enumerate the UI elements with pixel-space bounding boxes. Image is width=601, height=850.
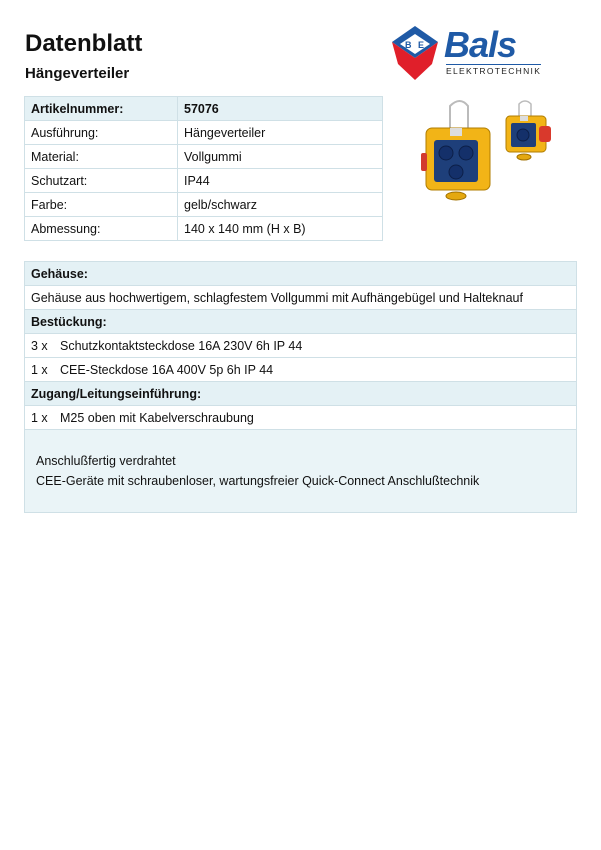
spec-value: 57076 [178,97,383,121]
item-qty: 3 x [31,338,48,353]
spec-label: Material: [25,145,178,169]
gehaeuse-heading: Gehäuse: [25,262,577,286]
logo-tagline: ELEKTROTECHNIK [446,66,542,76]
item-text: Schutzkontaktsteckdose 16A 230V 6h IP 44 [60,338,303,353]
spec-label: Farbe: [25,193,178,217]
table-row [25,334,577,358]
note-row [25,430,577,475]
table-row [25,406,577,430]
bestueckung-item [25,358,577,382]
spec-row [25,145,383,169]
zugang-heading: Zugang/Leitungseinführung: [25,382,577,406]
spec-row [25,97,383,121]
bestueckung-item [25,334,577,358]
spec-row [25,169,383,193]
spec-row [25,193,383,217]
spec-value: 140 x 140 mm (H x B) [178,217,383,241]
spec-label: Schutzart: [25,169,178,193]
spec-value: gelb/schwarz [178,193,383,217]
emblem-letter-e: E [418,40,425,50]
bestueckung-heading: Bestückung: [25,310,577,334]
note-text: Anschlußfertig verdrahtet [25,430,577,475]
bals-logo [388,24,558,84]
spec-row [25,121,383,145]
item-text: CEE-Steckdose 16A 400V 5p 6h IP 44 [60,362,274,377]
item-text: M25 oben mit Kabelverschraubung [60,410,254,425]
bals-emblem-icon [388,24,442,82]
note-row [25,474,577,513]
zugang-item [25,406,577,430]
product-image [420,98,560,203]
item-qty: 1 x [31,362,48,377]
section-header [25,382,577,406]
note-text: CEE-Geräte mit schraubenloser, wartungsfreier Quick-Connect Anschlußtechnik [25,474,577,513]
emblem-letter-b: B [405,40,412,50]
table-row [25,358,577,382]
page-title: Datenblatt [25,30,143,57]
page-subtitle: Hängeverteiler [25,65,130,82]
logo-brand: Bals [444,24,517,65]
features-table [24,261,577,513]
spec-table [24,96,383,241]
item-qty: 1 x [31,410,48,425]
section-header [25,310,577,334]
spec-row [25,217,383,241]
spec-value: Vollgummi [178,145,383,169]
spec-label: Artikelnummer: [25,97,178,121]
section-header [25,262,577,286]
spec-label: Abmessung: [25,217,178,241]
spec-label: Ausführung: [25,121,178,145]
table-row [25,286,577,310]
spec-value: IP44 [178,169,383,193]
spec-value: Hängeverteiler [178,121,383,145]
gehaeuse-text: Gehäuse aus hochwertigem, schlagfestem Vollgummi mit Aufhängebügel und Halteknauf [25,286,577,310]
